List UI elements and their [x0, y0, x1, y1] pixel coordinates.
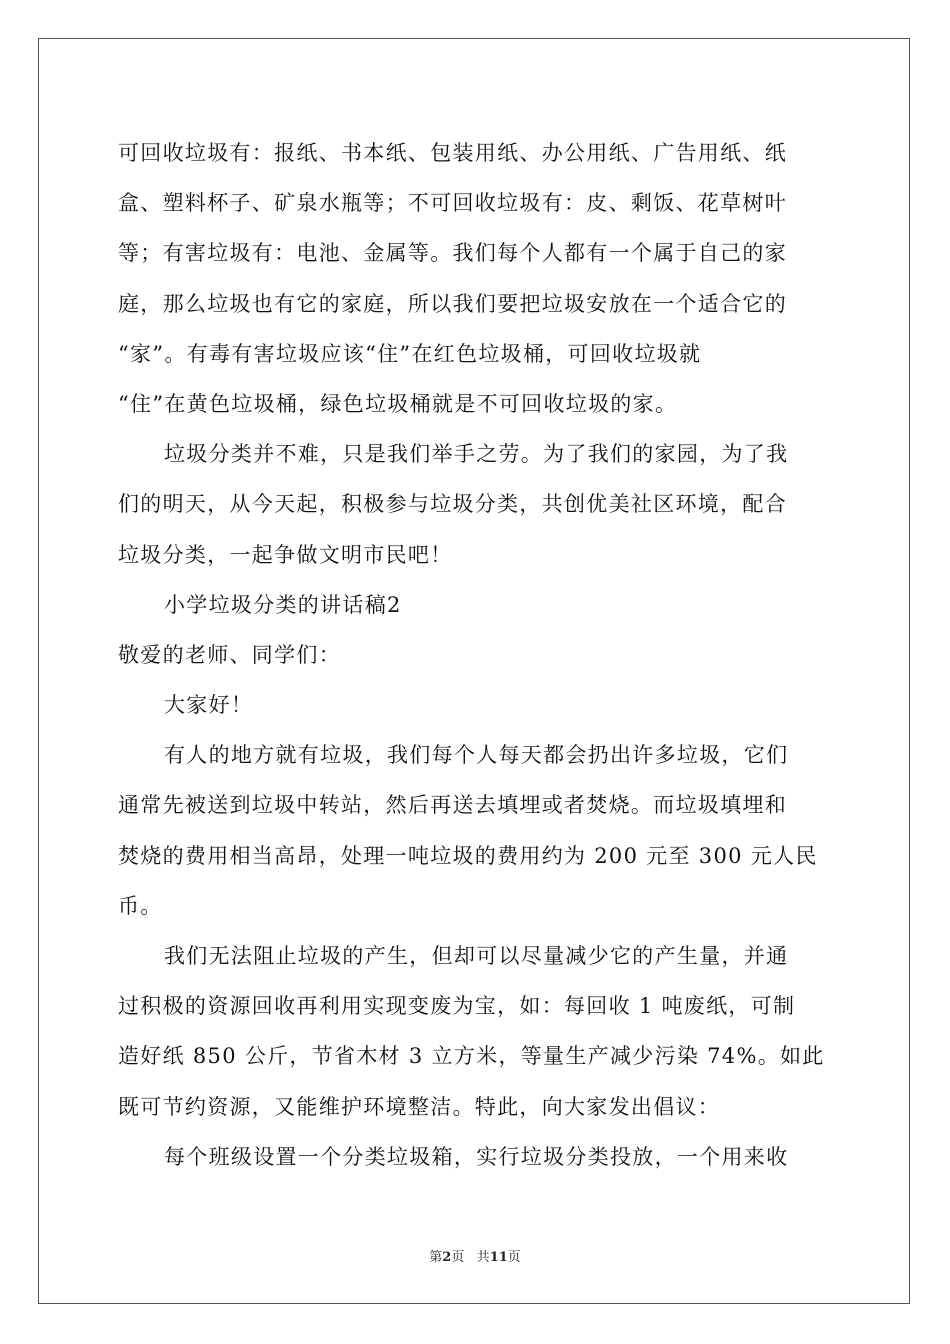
text-line: 币。 [118, 893, 163, 918]
text-line: 每个班级设置一个分类垃圾箱，实行垃圾分类投放，一个用来收 [164, 1144, 789, 1169]
text-line: 们的明天，从今天起，积极参与垃圾分类，共创优美社区环境，配合 [118, 492, 787, 517]
text-line: 通常先被送到垃圾中转站，然后再送去填埋或者焚烧。而垃圾填埋和 [118, 793, 787, 818]
text-line: 过积极的资源回收再利用实现变废为宝，如：每回收 1 吨废纸，可制 [118, 994, 796, 1019]
text-line: “家”。有毒有害垃圾应该“住”在红色垃圾桶，可回收垃圾就 [118, 341, 702, 366]
text-line: “住”在黄色垃圾桶，绿色垃圾桶就是不可回收垃圾的家。 [118, 391, 678, 416]
text-line: 垃圾分类并不难，只是我们举手之劳。为了我们的家园，为了我 [164, 442, 789, 467]
text-line: 盒、塑料杯子、矿泉水瓶等；不可回收垃圾有：皮、剩饭、花草树叶 [118, 191, 787, 216]
footer-page-suffix: 页 [451, 1250, 465, 1265]
text-line: 造好纸 850 公斤，节省木材 3 立方米，等量生产减少污染 74%。如此 [118, 1044, 825, 1069]
text-line: 小学垃圾分类的讲话稿2 [164, 592, 402, 617]
text-line: 有人的地方就有垃圾，我们每个人每天都会扔出许多垃圾，它们 [164, 743, 789, 768]
text-line: 焚烧的费用相当高昂，处理一吨垃圾的费用约为 200 元至 300 元人民 [118, 843, 818, 868]
footer-total-suffix: 页 [507, 1250, 521, 1265]
footer-total-pages: 11 [489, 1250, 508, 1265]
text-line: 垃圾分类，一起争做文明市民吧！ [118, 542, 453, 567]
text-line: 等；有害垃圾有：电池、金属等。我们每个人都有一个属于自己的家 [118, 241, 787, 266]
footer-page-number: 2 [442, 1250, 452, 1265]
text-line: 可回收垃圾有：报纸、书本纸、包装用纸、办公用纸、广告用纸、纸 [118, 141, 787, 165]
page-footer [0, 1246, 950, 1265]
text-line: 敬爱的老师、同学们： [118, 642, 341, 667]
text-line: 大家好！ [164, 693, 254, 718]
footer-page-prefix: 第 [429, 1250, 443, 1265]
document-body [118, 128, 833, 1182]
text-line: 我们无法阻止垃圾的产生，但却可以尽量减少它的产生量，并通 [164, 944, 789, 968]
text-line: 庭，那么垃圾也有它的家庭，所以我们要把垃圾安放在一个适合它的 [118, 291, 787, 316]
text-line: 既可节约资源，又能维护环境整洁。特此，向大家发出倡议： [118, 1094, 721, 1119]
footer-total-prefix: 共 [476, 1250, 490, 1265]
